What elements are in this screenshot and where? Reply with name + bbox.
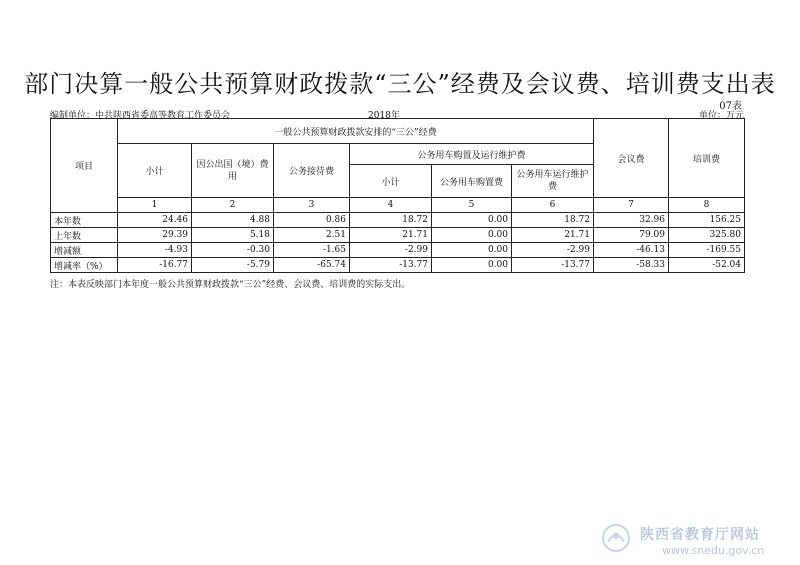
cell-value: 325.80 — [669, 228, 745, 243]
watermark-url: www.snedu.gov.cn — [662, 544, 765, 557]
cell-value: -16.77 — [118, 258, 192, 273]
site-logo-icon — [600, 522, 632, 554]
column-number-row — [51, 198, 745, 213]
row-label: 本年数 — [51, 213, 118, 228]
money-unit: 单位：万元 — [698, 111, 744, 121]
cell-value: -2.99 — [350, 243, 432, 258]
table-row — [51, 213, 745, 228]
cell-value: -58.33 — [594, 258, 669, 273]
header-vehicle-subtotal: 小计 — [350, 165, 432, 198]
cell-value: -52.04 — [669, 258, 745, 273]
row-label: 增减额 — [51, 243, 118, 258]
cell-value: 0.00 — [432, 213, 512, 228]
compiling-unit: 编制单位：中共陕西省委高等教育工作委员会 — [50, 111, 231, 121]
cell-value: 18.72 — [350, 213, 432, 228]
header-row-1 — [51, 119, 745, 144]
watermark-text: 陕西省教育厅网站 — [640, 527, 760, 543]
page-title: 部门决算一般公共预算财政拨款“三公”经费及会议费、培训费支出表 — [24, 70, 776, 98]
header-item: 项目 — [51, 119, 118, 213]
header-subtotal: 小计 — [118, 144, 192, 198]
col-number: 2 — [192, 198, 274, 213]
cell-value: 21.71 — [512, 228, 594, 243]
row-label: 增减率（%） — [51, 258, 118, 273]
cell-value: 0.86 — [274, 213, 350, 228]
cell-value: 4.88 — [192, 213, 274, 228]
cell-value: -169.55 — [669, 243, 745, 258]
cell-value: 79.09 — [594, 228, 669, 243]
cell-value: -13.77 — [350, 258, 432, 273]
col-number: 7 — [594, 198, 669, 213]
site-watermark — [600, 522, 790, 562]
cell-value: 5.18 — [192, 228, 274, 243]
cell-value: 18.72 — [512, 213, 594, 228]
cell-value: -1.65 — [274, 243, 350, 258]
cell-value: 24.46 — [118, 213, 192, 228]
expense-table — [50, 118, 745, 273]
header-vehicle-purchase: 公务用车购置费 — [432, 165, 512, 198]
cell-value: -4.93 — [118, 243, 192, 258]
col-number: 8 — [669, 198, 745, 213]
header-abroad: 因公出国（境）费用 — [192, 144, 274, 198]
cell-value: 156.25 — [669, 213, 745, 228]
cell-value: 0.00 — [432, 243, 512, 258]
header-training: 培训费 — [669, 119, 745, 198]
col-number: 6 — [512, 198, 594, 213]
table-number: 07表 — [719, 101, 742, 112]
table-row — [51, 228, 745, 243]
header-vehicle-operation: 公务用车运行维护费 — [512, 165, 594, 198]
table-note: 注：本表反映部门本年度一般公共预算财政拨款“三公”经费、会议费、培训费的实际支出。 — [50, 280, 411, 290]
cell-value: -0.30 — [192, 243, 274, 258]
row-label: 上年数 — [51, 228, 118, 243]
cell-value: 29.39 — [118, 228, 192, 243]
col-number: 1 — [118, 198, 192, 213]
cell-value: -13.77 — [512, 258, 594, 273]
cell-value: 0.00 — [432, 228, 512, 243]
header-three-public: 一般公共预算财政拨款安排的“三公”经费 — [118, 119, 594, 144]
cell-value: 21.71 — [350, 228, 432, 243]
cell-value: -2.99 — [512, 243, 594, 258]
header-vehicle-group: 公务用车购置及运行维护费 — [350, 144, 594, 165]
table-row — [51, 243, 745, 258]
cell-value: -5.79 — [192, 258, 274, 273]
header-reception: 公务接待费 — [274, 144, 350, 198]
col-number: 3 — [274, 198, 350, 213]
table-row — [51, 258, 745, 273]
col-number: 4 — [350, 198, 432, 213]
cell-value: 0.00 — [432, 258, 512, 273]
cell-value: -46.13 — [594, 243, 669, 258]
cell-value: -65.74 — [274, 258, 350, 273]
cell-value: 32.96 — [594, 213, 669, 228]
cell-value: 2.51 — [274, 228, 350, 243]
header-meeting: 会议费 — [594, 119, 669, 198]
fiscal-year: 2018年 — [368, 111, 400, 121]
col-number: 5 — [432, 198, 512, 213]
